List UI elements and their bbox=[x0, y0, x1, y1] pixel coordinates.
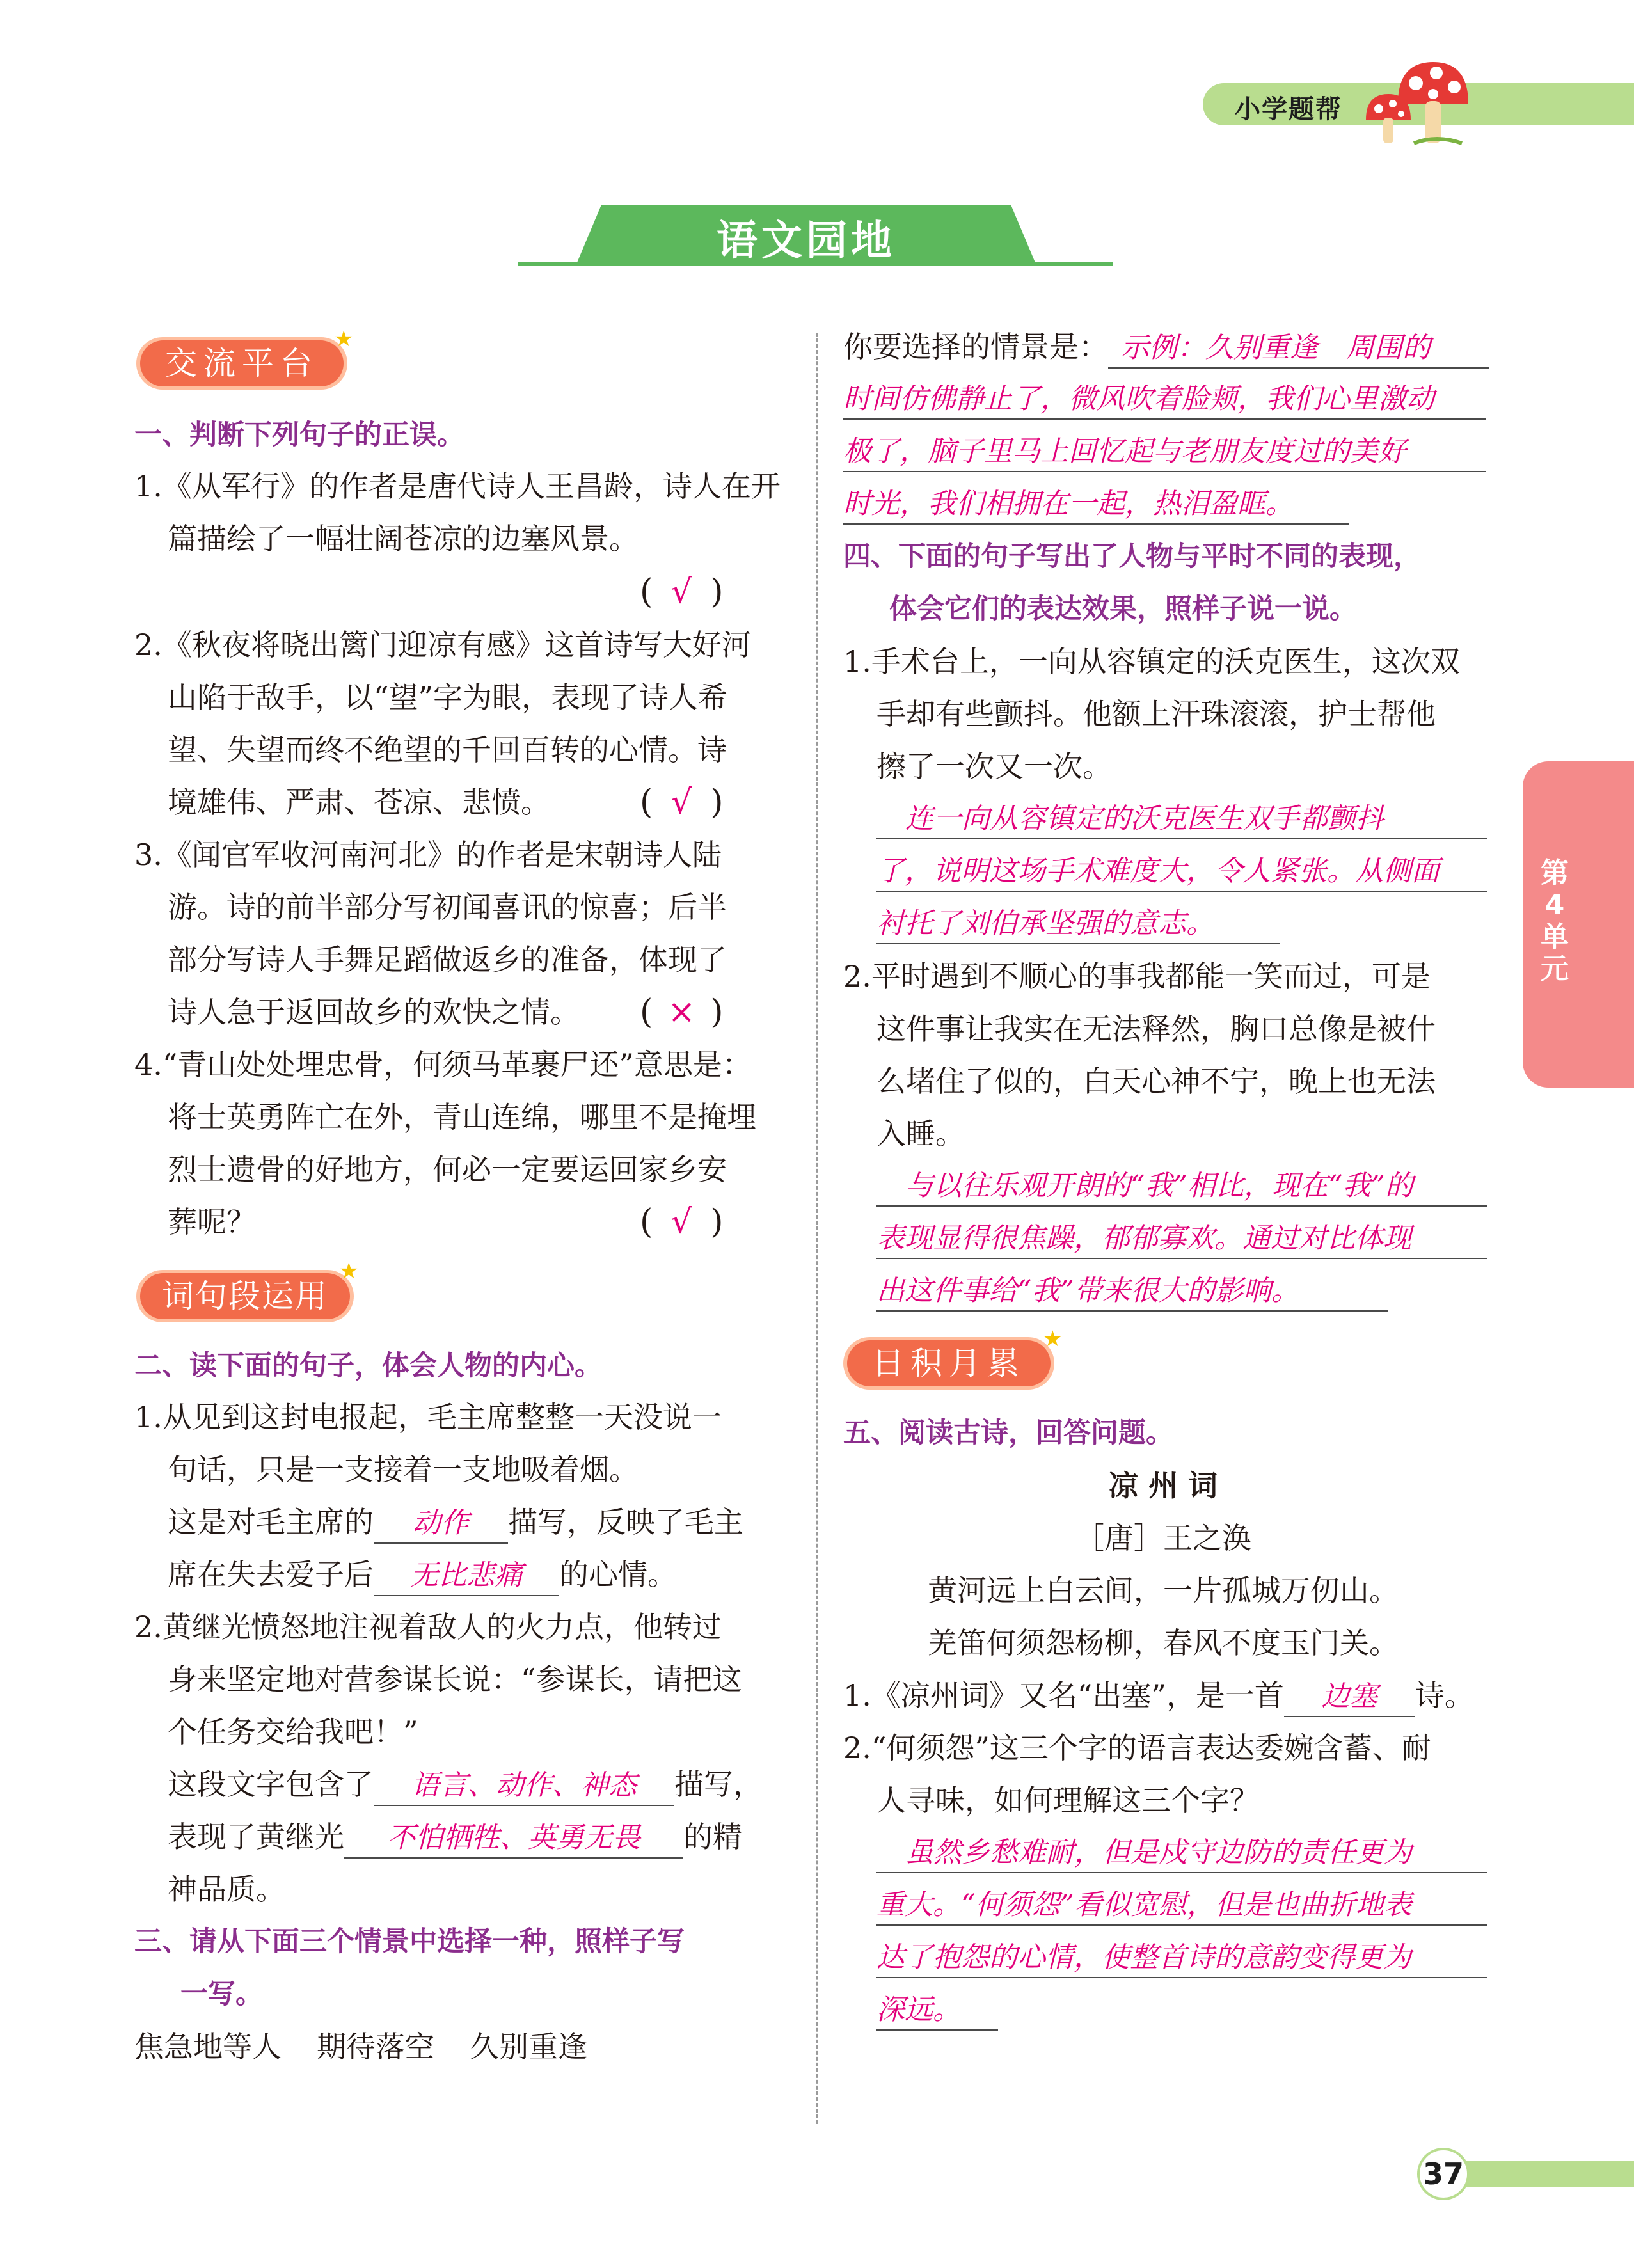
badge-label: 日积月累 bbox=[847, 1340, 1051, 1386]
poem-line1: 黄河远上白云间，一片孤城万仞山。 bbox=[928, 1573, 1399, 1608]
answer-blank: 动作 bbox=[374, 1504, 508, 1544]
q3-heading-line2: 一写。 bbox=[180, 1978, 263, 2010]
q4-heading-line2: 体会它们的表达效果，照样子说一说。 bbox=[889, 593, 1357, 625]
column-divider bbox=[816, 333, 818, 2124]
q3-answer-line4: 时光，我们相拥在一起，热泪盈眶。 bbox=[843, 485, 1349, 525]
badge-label: 词句段运用 bbox=[140, 1273, 350, 1319]
q1-item3-line4: 诗人急于返回故乡的欢快之情。 bbox=[168, 995, 580, 1029]
page-number: 37 bbox=[1417, 2148, 1470, 2200]
q1-item3-line1: 3.《闻官军收河南河北》的作者是宋朝诗人陆 bbox=[134, 837, 722, 872]
answer-blank: 边塞 bbox=[1284, 1677, 1415, 1717]
star-icon: ★ bbox=[1043, 1326, 1063, 1352]
q3-heading-line1: 三、请从下面三个情景中选择一种，照样子写 bbox=[134, 1926, 685, 1958]
q2-item2-line3: 个任务交给我吧！” bbox=[168, 1715, 418, 1749]
star-icon: ★ bbox=[334, 326, 354, 352]
q5-item2-answer4: 深远。 bbox=[876, 1991, 998, 2031]
q4-item1-answer1: 连一向从容镇定的沃克医生双手都颤抖 bbox=[876, 800, 1487, 839]
q1-item4-line3: 烈士遗骨的好地方，何必一定要运回家乡安 bbox=[168, 1152, 727, 1187]
q5-item2-answer2: 重大。“何须怨”看似宽慰，但是也曲折地表 bbox=[876, 1886, 1487, 1926]
check-mark: √ bbox=[670, 573, 692, 611]
q4-item2-line4: 入睡。 bbox=[876, 1116, 965, 1151]
q2-item1-line2: 句话，只是一支接着一支地吸着烟。 bbox=[168, 1452, 639, 1487]
q4-item1-line1: 1.手术台上，一向从容镇定的沃克医生，这次双 bbox=[843, 644, 1460, 679]
poem-line2: 羌笛何须怨杨柳，春风不度玉门关。 bbox=[928, 1626, 1399, 1660]
q2-item2-last: 神品质。 bbox=[168, 1872, 285, 1907]
q1-item4-line4: 葬呢？ bbox=[168, 1205, 256, 1239]
q4-item2-line2: 这件事让我实在无法释然，胸口总像是被什 bbox=[876, 1011, 1436, 1046]
q3-answer-line2: 时间仿佛静止了，微风吹着脸颊，我们心里激动 bbox=[843, 380, 1486, 420]
badge-exchange-platform bbox=[136, 337, 347, 390]
q4-item2-answer2: 表现显得很焦躁，郁郁寡欢。通过对比体现 bbox=[876, 1219, 1487, 1259]
q1-item3-line3: 部分写诗人手舞足蹈做返乡的准备，体现了 bbox=[168, 942, 727, 977]
q2-item1-fill-b: 席在失去爱子后 无比悲痛 的心情。 bbox=[168, 1555, 677, 1596]
badge-label: 交流平台 bbox=[140, 340, 344, 386]
q1-item2-line1: 2.《秋夜将晓出篱门迎凉有感》这首诗写大好河 bbox=[134, 628, 751, 662]
q2-item1-fill-a: 这是对毛主席的 动作 描写，反映了毛主 bbox=[168, 1503, 743, 1544]
q1-item2-line2: 山陷于敌手，以“望”字为眼，表现了诗人希 bbox=[168, 680, 728, 715]
q1-item1-line2: 篇描绘了一幅壮阔苍凉的边塞风景。 bbox=[168, 521, 639, 556]
mushroom-icon bbox=[1353, 59, 1471, 148]
unit-tab-label: 第4单元 bbox=[1541, 857, 1569, 985]
q2-item1-line1: 1.从见到这封电报起，毛主席整整一天没说一 bbox=[134, 1400, 722, 1434]
q1-item4-line2: 将士英勇阵亡在外，青山连绵，哪里不是掩埋 bbox=[168, 1100, 756, 1134]
q5-item2-line1: 2.“何须怨”这三个字的语言表达委婉含蓄、耐 bbox=[843, 1731, 1431, 1765]
q5-heading: 五、阅读古诗，回答问题。 bbox=[843, 1417, 1173, 1449]
poem-title: 凉 州 词 bbox=[1108, 1468, 1218, 1503]
q3-scenes bbox=[134, 2027, 587, 2066]
scene-1: 焦急地等人 bbox=[134, 2029, 282, 2064]
q1-item4-line1: 4.“青山处处埋忠骨，何须马革裹尸还”意思是： bbox=[134, 1047, 752, 1082]
check-mark: √ bbox=[670, 783, 692, 821]
answer-blank: 示例：久别重逢 周围的 bbox=[1108, 329, 1489, 369]
q3-answer-line1: 你要选择的情景是： 示例：久别重逢 周围的 bbox=[843, 328, 1489, 369]
answer-blank: 语言、动作、神态 bbox=[374, 1766, 674, 1806]
q1-item4-mark: ( √ ) bbox=[640, 1203, 724, 1241]
scene-2: 期待落空 bbox=[317, 2029, 434, 2064]
poem-author: ［唐］王之涣 bbox=[1075, 1521, 1251, 1555]
q1-item2-line4: 境雄伟、严肃、苍凉、悲愤。 bbox=[168, 785, 550, 820]
q1-item1-line1: 1.《从军行》的作者是唐代诗人王昌龄，诗人在开 bbox=[134, 469, 781, 504]
q1-item2-mark: ( √ ) bbox=[640, 783, 724, 821]
q4-item1-line2: 手却有些颤抖。他额上汗珠滚滚，护士帮他 bbox=[876, 697, 1436, 731]
check-mark: √ bbox=[670, 1203, 692, 1241]
q1-item3-line2: 游。诗的前半部分写初闻喜讯的惊喜；后半 bbox=[168, 890, 727, 924]
q5-item2-answer1: 虽然乡愁难耐，但是戍守边防的责任更为 bbox=[876, 1834, 1487, 1873]
q4-item2-line3: 么堵住了似的，白天心神不宁，晚上也无法 bbox=[876, 1064, 1436, 1098]
answer-blank: 无比悲痛 bbox=[374, 1557, 559, 1596]
q4-item1-answer3: 衬托了刘伯承坚强的意志。 bbox=[876, 905, 1280, 944]
scene-3: 久别重逢 bbox=[470, 2029, 587, 2064]
q5-item1: 1.《凉州词》又名“出塞”，是一首 边塞 诗。 bbox=[843, 1676, 1474, 1717]
cross-mark: × bbox=[667, 993, 696, 1031]
star-icon: ★ bbox=[339, 1258, 359, 1284]
q4-item2-line1: 2.平时遇到不顺心的事我都能一笑而过，可是 bbox=[843, 959, 1431, 994]
q2-item2-fill-a: 这段文字包含了 语言、动作、神态 描写， bbox=[168, 1765, 763, 1806]
q1-item1-mark: ( √ ) bbox=[640, 573, 724, 611]
badge-word-sentence bbox=[136, 1270, 354, 1322]
q2-item2-fill-b: 表现了黄继光 不怕牺牲、英勇无畏 的精 bbox=[168, 1818, 742, 1859]
q5-item2-answer3: 达了抱怨的心情，使整首诗的意韵变得更为 bbox=[876, 1939, 1487, 1978]
answer-blank: 不怕牺牲、英勇无畏 bbox=[344, 1819, 683, 1859]
page-title: 语文园地 bbox=[717, 218, 896, 265]
q4-item1-answer2: 了，说明这场手术难度大，令人紧张。从侧面 bbox=[876, 852, 1487, 892]
brand-label: 小学题帮 bbox=[1235, 95, 1342, 124]
q2-item2-line2: 身来坚定地对营参谋长说：“参谋长，请把这 bbox=[168, 1662, 742, 1697]
q4-heading-line1: 四、下面的句子写出了人物与平时不同的表现， bbox=[843, 541, 1421, 573]
q1-heading: 一、判断下列句子的正误。 bbox=[134, 419, 464, 451]
q4-item1-line3: 擦了一次又一次。 bbox=[876, 749, 1112, 784]
q4-item2-answer1: 与以往乐观开朗的“我”相比，现在“我”的 bbox=[876, 1167, 1487, 1207]
q2-item2-line1: 2.黄继光愤怒地注视着敌人的火力点，他转过 bbox=[134, 1610, 722, 1644]
q4-item2-answer3: 出这件事给“我”带来很大的影响。 bbox=[876, 1272, 1388, 1312]
q3-answer-line3: 极了，脑子里马上回忆起与老朋友度过的美好 bbox=[843, 432, 1486, 472]
badge-daily-accumulation bbox=[843, 1337, 1054, 1390]
q5-item2-line2: 人寻味，如何理解这三个字？ bbox=[876, 1783, 1259, 1818]
q2-heading: 二、读下面的句子，体会人物的内心。 bbox=[134, 1350, 602, 1382]
q1-item2-line3: 望、失望而终不绝望的千回百转的心情。诗 bbox=[168, 733, 727, 767]
q1-item3-mark: ( × ) bbox=[640, 993, 724, 1031]
